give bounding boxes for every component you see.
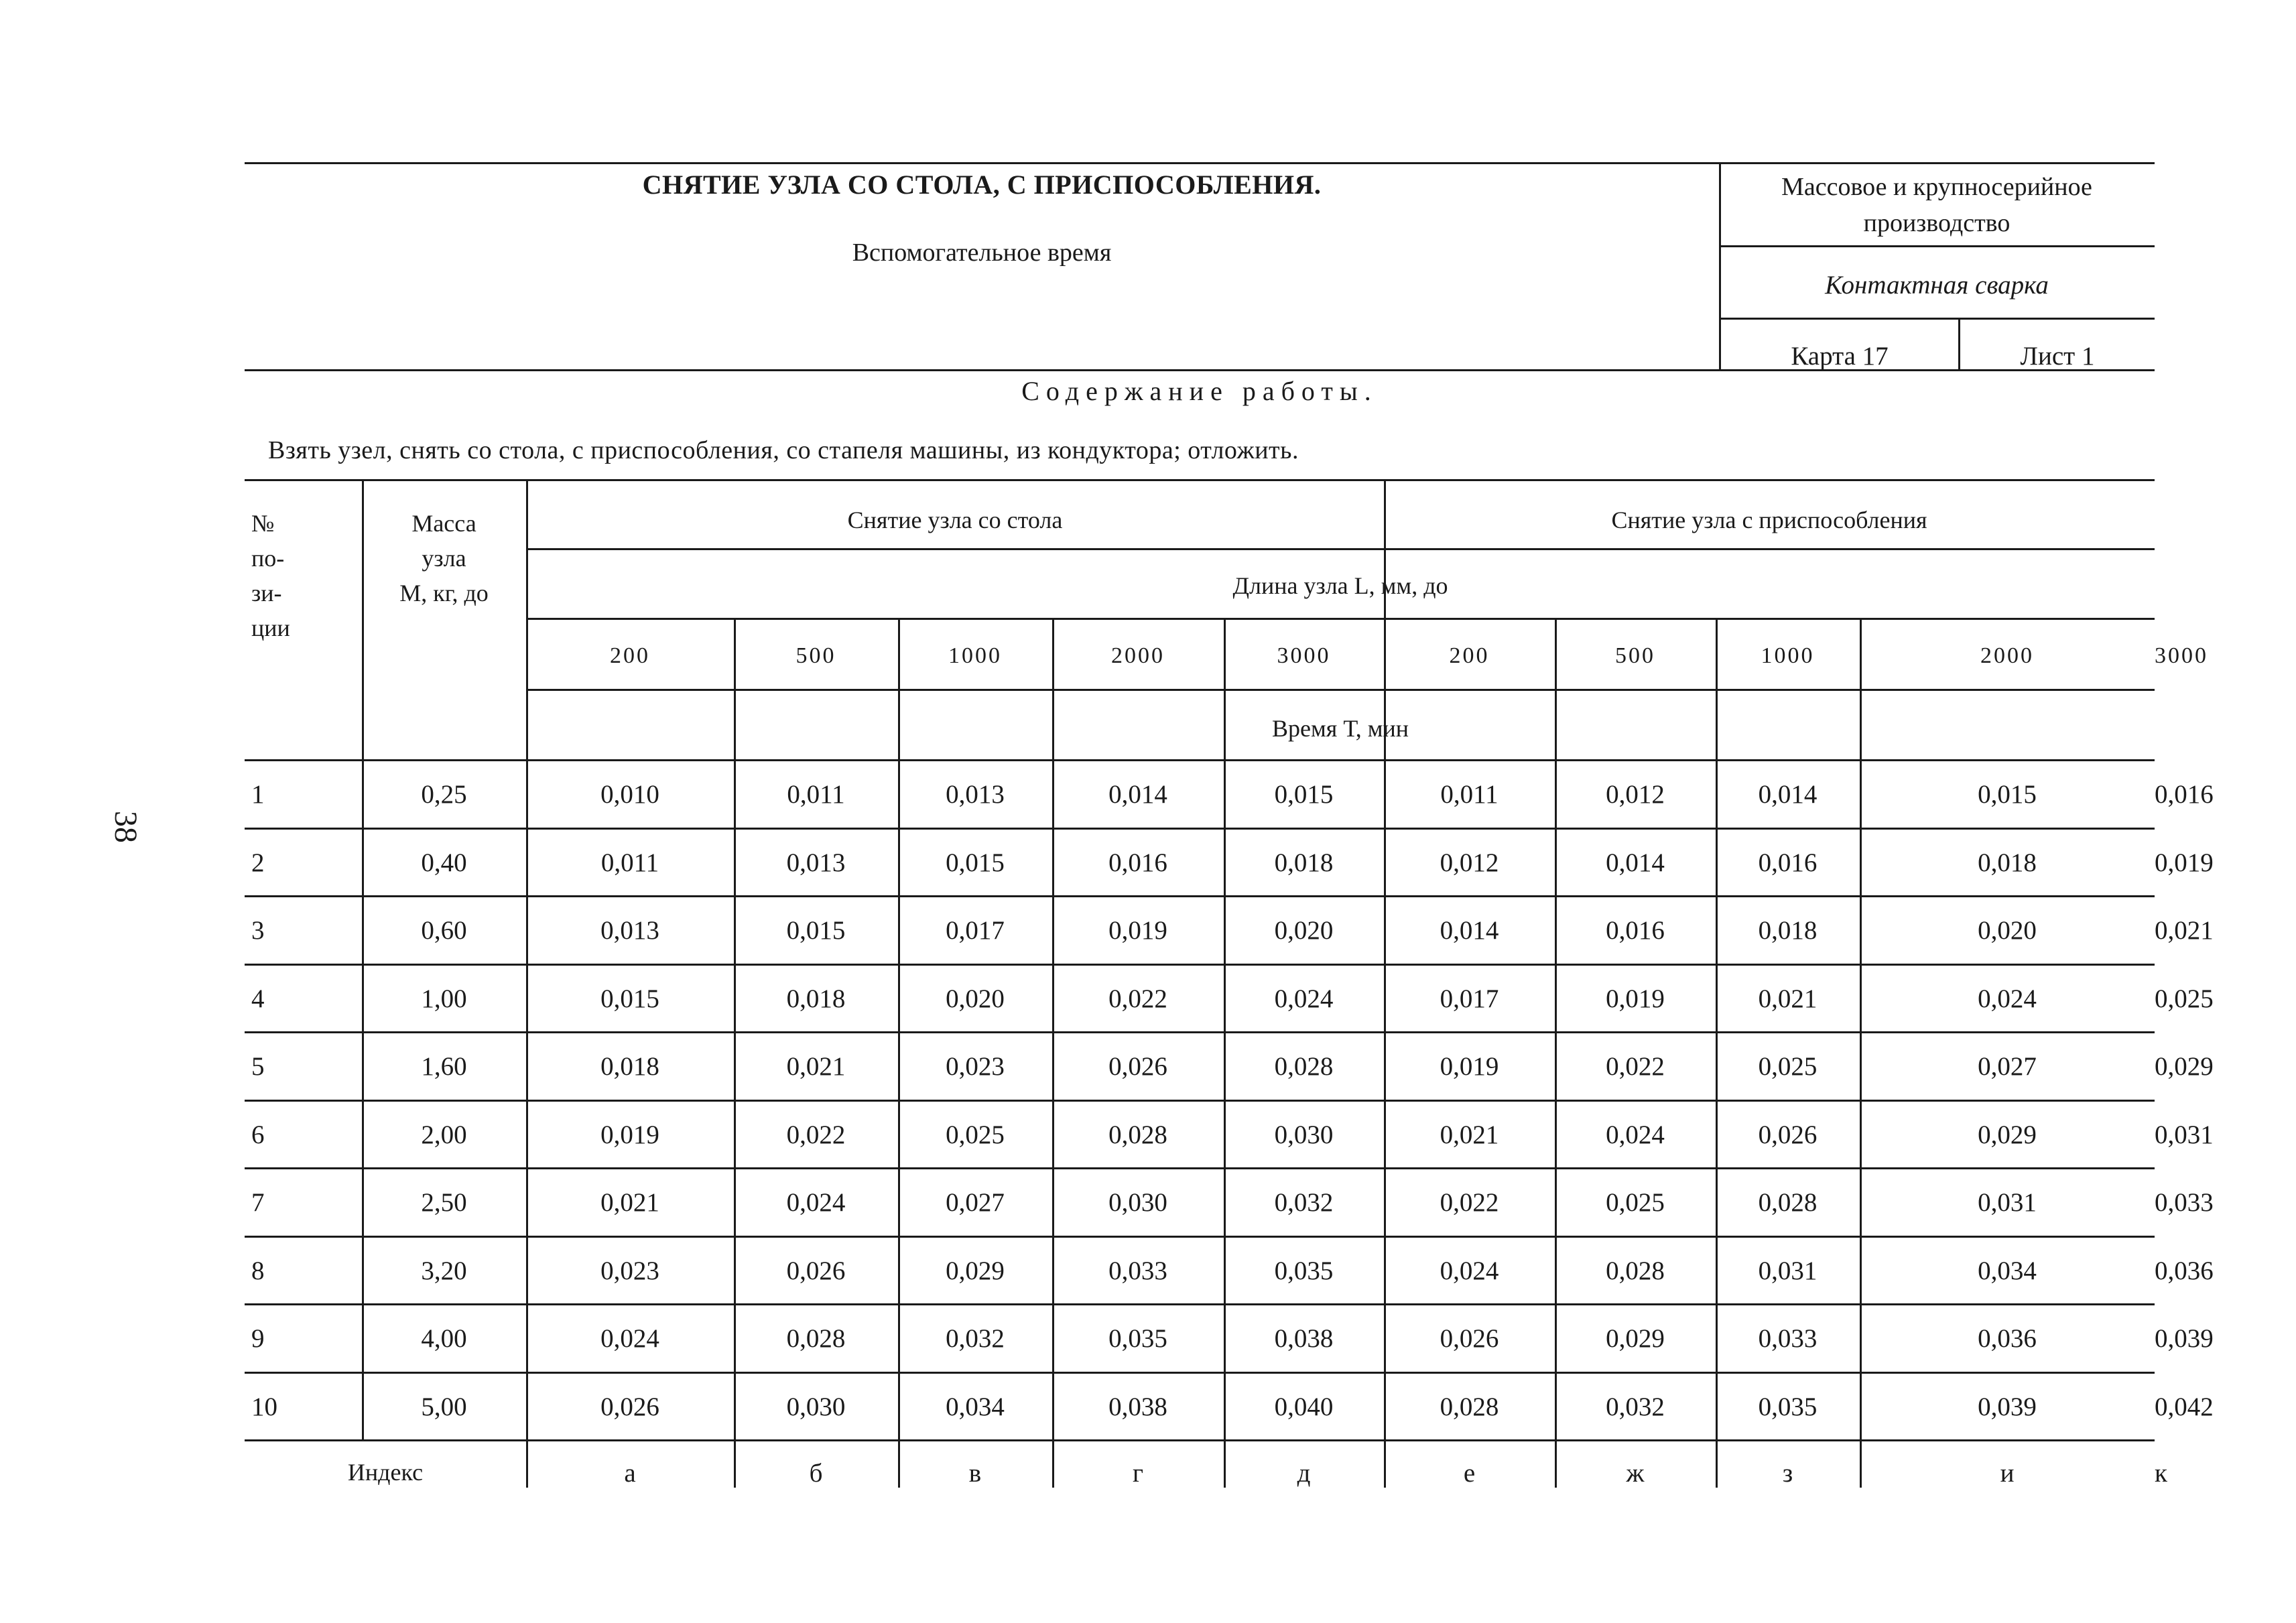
document-title: СНЯТИЕ УЗЛА СО СТОЛА, С ПРИСПОСОБЛЕНИЯ.	[642, 170, 1322, 200]
time-value: 0,018	[600, 1052, 659, 1081]
row-position: 10	[251, 1392, 277, 1421]
group-header-rule	[526, 548, 2155, 550]
time-value: 0,034	[1978, 1256, 2037, 1285]
time-value: 0,015	[946, 848, 1005, 877]
row-mass: 4,00	[421, 1324, 467, 1353]
time-value: 0,029	[1606, 1324, 1665, 1353]
time-value: 0,011	[600, 848, 659, 877]
production-line-1: Массовое и крупносерийное	[1781, 173, 2092, 201]
length-value: 1000	[948, 643, 1002, 668]
time-value: 0,029	[2155, 1052, 2214, 1081]
row-mass: 5,00	[421, 1392, 467, 1421]
time-value: 0,017	[946, 916, 1005, 945]
mass-header-line: М, кг, до	[399, 580, 489, 606]
time-value: 0,012	[1606, 780, 1665, 809]
time-value: 0,042	[2155, 1392, 2214, 1421]
index-letter: ж	[1626, 1459, 1645, 1488]
time-value: 0,029	[1978, 1120, 2037, 1149]
mass-header-line: узла	[422, 545, 466, 572]
length-value: 200	[1449, 643, 1490, 668]
time-value: 0,022	[1108, 984, 1167, 1013]
time-value: 0,018	[1978, 848, 2037, 877]
time-value: 0,025	[2155, 984, 2214, 1013]
time-value: 0,030	[786, 1392, 846, 1421]
time-value: 0,038	[1108, 1392, 1167, 1421]
time-value: 0,028	[1758, 1188, 1817, 1217]
row-position: 1	[251, 780, 265, 809]
time-value: 0,021	[2155, 916, 2214, 945]
row-mass: 2,00	[421, 1120, 467, 1149]
time-value: 0,021	[1758, 984, 1817, 1013]
index-letter: б	[809, 1459, 823, 1488]
time-value: 0,026	[1108, 1052, 1167, 1081]
time-value: 0,024	[1978, 984, 2037, 1013]
row-rule	[245, 1236, 2155, 1238]
time-value: 0,036	[1978, 1324, 2037, 1353]
time-value: 0,028	[1606, 1256, 1665, 1285]
time-value: 0,015	[786, 916, 846, 945]
time-value: 0,024	[1440, 1256, 1499, 1285]
time-value: 0,026	[600, 1392, 659, 1421]
time-value: 0,010	[600, 780, 659, 809]
sheet-number: Лист 1	[2020, 342, 2095, 371]
index-letter: к	[2155, 1459, 2167, 1488]
time-value: 0,035	[1108, 1324, 1167, 1353]
row-position: 6	[251, 1120, 265, 1149]
index-letter: и	[2000, 1459, 2015, 1488]
time-value: 0,034	[946, 1392, 1005, 1421]
index-letter: е	[1463, 1459, 1476, 1488]
row-rule	[245, 1031, 2155, 1033]
time-value: 0,019	[2155, 848, 2214, 877]
time-value: 0,016	[1606, 916, 1665, 945]
row-position: 8	[251, 1256, 265, 1285]
time-value: 0,022	[1606, 1052, 1665, 1081]
time-value: 0,027	[946, 1188, 1005, 1217]
position-header-line: №	[251, 510, 275, 537]
time-value: 0,023	[600, 1256, 659, 1285]
position-header-line: ции	[251, 614, 290, 641]
position-header-line: зи-	[251, 580, 282, 606]
time-value: 0,011	[787, 780, 845, 809]
time-value: 0,019	[1108, 916, 1167, 945]
row-rule	[245, 828, 2155, 830]
time-value: 0,019	[600, 1120, 659, 1149]
time-value: 0,013	[600, 916, 659, 945]
time-value: 0,016	[1108, 848, 1167, 877]
time-value: 0,035	[1274, 1256, 1334, 1285]
row-position: 2	[251, 848, 265, 877]
time-header: Время Т, мин	[1271, 715, 1409, 742]
time-value: 0,028	[786, 1324, 846, 1353]
index-letter: а	[624, 1459, 636, 1488]
col-rule-pos	[362, 479, 364, 1439]
time-value: 0,017	[1440, 984, 1499, 1013]
row-mass: 0,40	[421, 848, 467, 877]
header-right-rule-2	[1719, 318, 2155, 320]
time-value: 0,021	[1440, 1120, 1499, 1149]
header-bottom-rule	[245, 759, 2155, 761]
time-value: 0,013	[786, 848, 846, 877]
time-value: 0,031	[1978, 1188, 2037, 1217]
row-mass: 0,25	[421, 780, 467, 809]
time-value: 0,023	[946, 1052, 1005, 1081]
time-value: 0,019	[1606, 984, 1665, 1013]
time-value: 0,030	[1274, 1120, 1334, 1149]
time-value: 0,036	[2155, 1256, 2214, 1285]
length-value: 3000	[1277, 643, 1331, 668]
row-position: 4	[251, 984, 265, 1013]
row-rule	[245, 1167, 2155, 1169]
time-value: 0,014	[1606, 848, 1665, 877]
production-line-2: производство	[1863, 209, 2011, 237]
time-value: 0,024	[786, 1188, 846, 1217]
length-value: 500	[1615, 643, 1655, 668]
length-header-text: Длина узла L, мм, до	[1232, 572, 1448, 599]
index-letter: з	[1782, 1459, 1793, 1488]
row-rule	[245, 1439, 2155, 1441]
time-value: 0,028	[1108, 1120, 1167, 1149]
row-rule	[245, 1100, 2155, 1102]
length-value: 2000	[1111, 643, 1165, 668]
time-value: 0,020	[1274, 916, 1334, 945]
index-letter: в	[968, 1459, 982, 1488]
production-type	[1719, 169, 2155, 241]
row-mass: 1,00	[421, 984, 467, 1013]
welding-type: Контактная сварка	[1825, 271, 2049, 300]
time-value: 0,025	[1606, 1188, 1665, 1217]
time-value: 0,020	[946, 984, 1005, 1013]
time-value: 0,021	[600, 1188, 659, 1217]
time-value: 0,016	[2155, 780, 2214, 809]
group-header-fixture: Снятие узла с приспособления	[1611, 507, 1927, 533]
time-value: 0,022	[1440, 1188, 1499, 1217]
time-value: 0,032	[946, 1324, 1005, 1353]
length-label-rule	[526, 618, 2155, 620]
time-value: 0,018	[786, 984, 846, 1013]
time-value: 0,015	[600, 984, 659, 1013]
time-value: 0,030	[1108, 1188, 1167, 1217]
time-value: 0,026	[1758, 1120, 1817, 1149]
time-value: 0,024	[1274, 984, 1334, 1013]
time-value: 0,027	[1978, 1052, 2037, 1081]
card-number: Карта 17	[1791, 342, 1889, 371]
time-value: 0,035	[1758, 1392, 1817, 1421]
length-value: 1000	[1761, 643, 1815, 668]
time-value: 0,038	[1274, 1324, 1334, 1353]
length-values-rule	[526, 689, 2155, 691]
time-value: 0,021	[786, 1052, 846, 1081]
time-value: 0,014	[1758, 780, 1817, 809]
row-rule	[245, 895, 2155, 897]
time-value: 0,024	[1606, 1120, 1665, 1149]
time-value: 0,033	[1108, 1256, 1167, 1285]
time-value: 0,028	[1274, 1052, 1334, 1081]
time-value: 0,033	[2155, 1188, 2214, 1217]
mass-header-line: Масса	[411, 510, 476, 537]
index-label: Индекс	[347, 1459, 424, 1486]
time-value: 0,024	[600, 1324, 659, 1353]
time-value: 0,013	[946, 780, 1005, 809]
time-value: 0,019	[1440, 1052, 1499, 1081]
time-value: 0,039	[1978, 1392, 2037, 1421]
row-position: 5	[251, 1052, 265, 1081]
time-value: 0,014	[1108, 780, 1167, 809]
row-mass: 1,60	[421, 1052, 467, 1081]
time-value: 0,012	[1440, 848, 1499, 877]
time-value: 0,032	[1606, 1392, 1665, 1421]
table-top-rule	[245, 479, 2155, 481]
length-header	[526, 572, 2155, 600]
content-text: Взять узел, снять со стола, с приспособления, со стапеля машины, из кондуктора; отложить.	[268, 436, 1299, 464]
row-position: 9	[251, 1324, 265, 1353]
time-value: 0,033	[1758, 1324, 1817, 1353]
page-number: 38	[108, 811, 143, 843]
time-value: 0,018	[1274, 848, 1334, 877]
document-subtitle: Вспомогательное время	[852, 239, 1112, 267]
mass-column-header	[362, 506, 526, 610]
time-value: 0,022	[786, 1120, 846, 1149]
time-value: 0,039	[2155, 1324, 2214, 1353]
row-position: 3	[251, 916, 265, 945]
row-mass: 2,50	[421, 1188, 467, 1217]
time-value: 0,032	[1274, 1188, 1334, 1217]
header-top-rule	[245, 162, 2155, 164]
time-value: 0,026	[1440, 1324, 1499, 1353]
row-mass: 3,20	[421, 1256, 467, 1285]
index-letter: г	[1133, 1459, 1143, 1488]
time-value: 0,015	[1274, 780, 1334, 809]
time-value: 0,040	[1274, 1392, 1334, 1421]
time-value: 0,018	[1758, 916, 1817, 945]
length-value: 200	[610, 643, 650, 668]
row-rule	[245, 1303, 2155, 1305]
time-value: 0,025	[1758, 1052, 1817, 1081]
time-value: 0,031	[1758, 1256, 1817, 1285]
time-value: 0,014	[1440, 916, 1499, 945]
time-value: 0,026	[786, 1256, 846, 1285]
time-value: 0,016	[1758, 848, 1817, 877]
row-position: 7	[251, 1188, 265, 1217]
index-letter: д	[1297, 1459, 1311, 1488]
row-rule	[245, 964, 2155, 966]
length-value: 500	[795, 643, 836, 668]
time-value: 0,020	[1978, 916, 2037, 945]
time-value: 0,028	[1440, 1392, 1499, 1421]
time-value: 0,025	[946, 1120, 1005, 1149]
group-header-table: Снятие узла со стола	[847, 507, 1063, 533]
length-value: 2000	[1980, 643, 2034, 668]
time-value: 0,031	[2155, 1120, 2214, 1149]
content-heading: Содержание работы.	[1021, 376, 1378, 406]
time-value: 0,029	[946, 1256, 1005, 1285]
header-right-rule-1	[1719, 245, 2155, 247]
time-value: 0,011	[1440, 780, 1498, 809]
row-mass: 0,60	[421, 916, 467, 945]
time-value: 0,015	[1978, 780, 2037, 809]
row-rule	[245, 1372, 2155, 1374]
length-value: 3000	[2155, 643, 2208, 668]
position-column-header	[251, 506, 290, 645]
position-header-line: по-	[251, 545, 285, 572]
